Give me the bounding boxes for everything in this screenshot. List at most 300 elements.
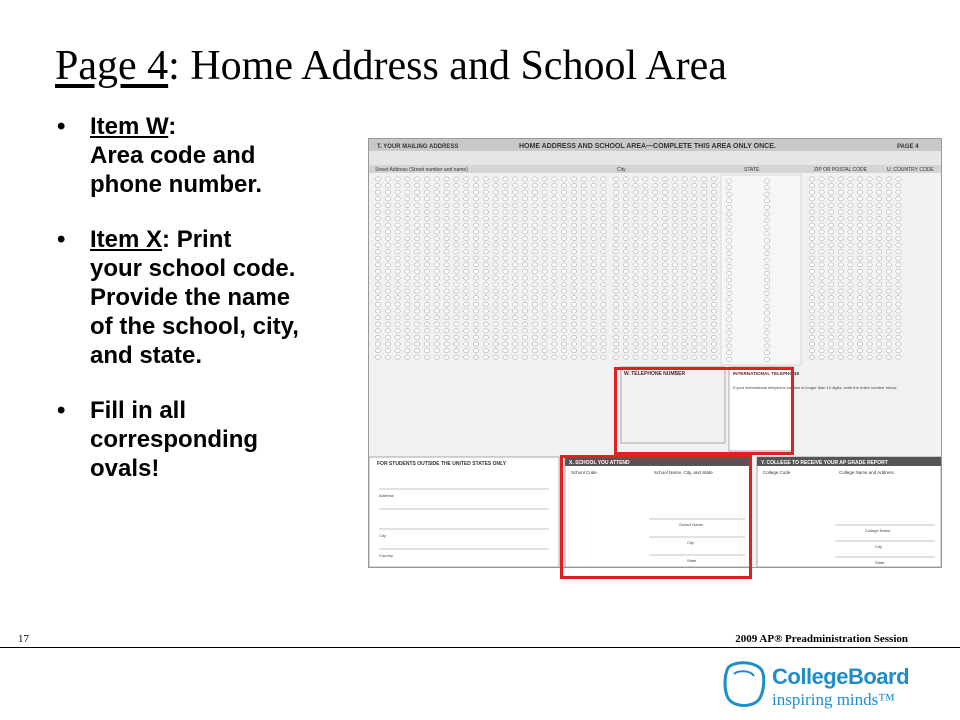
answer-bubble	[522, 216, 527, 220]
answer-bubble	[503, 289, 508, 293]
answer-bubble	[532, 335, 537, 339]
answer-bubble	[702, 309, 707, 313]
answer-bubble	[829, 197, 834, 201]
answer-bubble	[809, 190, 814, 194]
answer-bubble	[513, 263, 518, 267]
answer-bubble	[434, 315, 439, 319]
answer-bubble	[711, 223, 716, 227]
answer-bubble	[867, 335, 872, 339]
answer-bubble	[464, 256, 469, 260]
state-bubble	[764, 317, 769, 321]
answer-bubble	[522, 263, 527, 267]
answer-bubble	[877, 216, 882, 220]
answer-bubble	[454, 335, 459, 339]
answer-bubble	[653, 216, 658, 220]
answer-bubble	[711, 183, 716, 187]
answer-bubble	[672, 282, 677, 286]
answer-bubble	[581, 302, 586, 306]
answer-bubble	[562, 276, 567, 280]
answer-bubble	[819, 315, 824, 319]
answer-bubble	[662, 302, 667, 306]
answer-bubble	[424, 302, 429, 306]
answer-bubble	[405, 309, 410, 313]
answer-bubble	[848, 276, 853, 280]
answer-bubble	[522, 348, 527, 352]
answer-bubble	[464, 177, 469, 181]
answer-bubble	[385, 216, 390, 220]
answer-bubble	[857, 223, 862, 227]
answer-bubble	[643, 342, 648, 346]
answer-bubble	[838, 289, 843, 293]
answer-bubble	[877, 276, 882, 280]
answer-bubble	[653, 269, 658, 273]
answer-bubble	[464, 269, 469, 273]
answer-bubble	[562, 177, 567, 181]
answer-bubble	[829, 329, 834, 333]
answer-bubble	[562, 190, 567, 194]
answer-bubble	[613, 309, 618, 313]
answer-bubble	[653, 197, 658, 201]
answer-bubble	[613, 236, 618, 240]
answer-bubble	[444, 322, 449, 326]
answer-bubble	[633, 335, 638, 339]
answer-bubble	[692, 302, 697, 306]
answer-bubble	[522, 177, 527, 181]
answer-bubble	[848, 256, 853, 260]
answer-bubble	[581, 289, 586, 293]
answer-bubble	[867, 289, 872, 293]
answer-bubble	[405, 249, 410, 253]
answer-bubble	[454, 309, 459, 313]
answer-bubble	[896, 216, 901, 220]
answer-bubble	[682, 282, 687, 286]
answer-bubble	[672, 335, 677, 339]
answer-bubble	[819, 348, 824, 352]
answer-bubble	[692, 269, 697, 273]
answer-bubble	[848, 263, 853, 267]
answer-bubble	[809, 348, 814, 352]
answer-bubble	[711, 296, 716, 300]
answer-bubble	[562, 216, 567, 220]
answer-bubble	[571, 282, 576, 286]
answer-bubble	[493, 309, 498, 313]
answer-bubble	[682, 276, 687, 280]
answer-bubble	[395, 302, 400, 306]
answer-bubble	[662, 236, 667, 240]
answer-bubble	[613, 197, 618, 201]
answer-bubble	[682, 302, 687, 306]
answer-bubble	[643, 236, 648, 240]
answer-bubble	[848, 249, 853, 253]
answer-bubble	[643, 296, 648, 300]
answer-bubble	[522, 302, 527, 306]
answer-bubble	[662, 190, 667, 194]
answer-bubble	[405, 315, 410, 319]
answer-bubble	[702, 216, 707, 220]
answer-bubble	[581, 329, 586, 333]
answer-bubble	[877, 302, 882, 306]
answer-bubble	[633, 302, 638, 306]
answer-bubble	[601, 276, 606, 280]
answer-bubble	[857, 276, 862, 280]
answer-bubble	[483, 230, 488, 234]
answer-bubble	[522, 183, 527, 187]
answer-bubble	[623, 329, 628, 333]
state-bubble	[764, 258, 769, 262]
answer-bubble	[493, 256, 498, 260]
answer-bubble	[503, 236, 508, 240]
answer-bubble	[877, 177, 882, 181]
answer-bubble	[473, 249, 478, 253]
answer-bubble	[581, 230, 586, 234]
answer-bubble	[886, 263, 891, 267]
answer-bubble	[848, 216, 853, 220]
answer-bubble	[552, 289, 557, 293]
state-bubble	[764, 199, 769, 203]
answer-bubble	[434, 309, 439, 313]
answer-bubble	[581, 315, 586, 319]
answer-bubble	[702, 263, 707, 267]
answer-bubble	[434, 302, 439, 306]
answer-bubble	[444, 296, 449, 300]
answer-bubble	[385, 223, 390, 227]
acorn-icon	[720, 660, 768, 710]
answer-bubble	[581, 203, 586, 207]
answer-bubble	[672, 223, 677, 227]
answer-bubble	[385, 249, 390, 253]
answer-bubble	[395, 236, 400, 240]
answer-bubble	[838, 249, 843, 253]
answer-bubble	[857, 210, 862, 214]
answer-bubble	[662, 269, 667, 273]
answer-bubble	[513, 210, 518, 214]
answer-bubble	[591, 282, 596, 286]
answer-bubble	[711, 355, 716, 359]
answer-bubble	[643, 315, 648, 319]
state-bubble	[726, 212, 731, 216]
answer-bubble	[513, 342, 518, 346]
answer-bubble	[513, 282, 518, 286]
answer-bubble	[405, 197, 410, 201]
answer-bubble	[702, 276, 707, 280]
answer-bubble	[473, 190, 478, 194]
state-bubble	[764, 350, 769, 354]
answer-bubble	[809, 289, 814, 293]
answer-bubble	[877, 342, 882, 346]
answer-bubble	[662, 243, 667, 247]
answer-bubble	[405, 335, 410, 339]
answer-bubble	[424, 348, 429, 352]
answer-bubble	[542, 236, 547, 240]
answer-bubble	[613, 276, 618, 280]
answer-bubble	[643, 177, 648, 181]
answer-bubble	[434, 236, 439, 240]
answer-bubble	[483, 249, 488, 253]
answer-bubble	[857, 177, 862, 181]
answer-bubble	[434, 223, 439, 227]
answer-bubble	[464, 210, 469, 214]
answer-bubble	[405, 263, 410, 267]
school-name-label: School Name	[679, 522, 704, 527]
answer-bubble	[591, 348, 596, 352]
answer-bubble	[682, 197, 687, 201]
answer-bubble	[848, 177, 853, 181]
answer-bubble	[581, 256, 586, 260]
answer-bubble	[623, 236, 628, 240]
state-bubble	[764, 212, 769, 216]
answer-bubble	[434, 329, 439, 333]
answer-bubble	[711, 263, 716, 267]
answer-bubble	[464, 203, 469, 207]
answer-bubble	[464, 243, 469, 247]
answer-bubble	[692, 348, 697, 352]
answer-bubble	[385, 230, 390, 234]
answer-bubble	[483, 282, 488, 286]
answer-bubble	[513, 269, 518, 273]
answer-bubble	[503, 348, 508, 352]
answer-bubble	[513, 197, 518, 201]
answer-bubble	[483, 309, 488, 313]
answer-bubble	[809, 210, 814, 214]
answer-bubble	[552, 309, 557, 313]
answer-bubble	[819, 249, 824, 253]
answer-bubble	[633, 296, 638, 300]
answer-bubble	[385, 335, 390, 339]
answer-bubble	[522, 282, 527, 286]
answer-bubble	[809, 309, 814, 313]
answer-bubble	[692, 177, 697, 181]
answer-bubble	[415, 269, 420, 273]
answer-bubble	[375, 322, 380, 326]
answer-bubble	[395, 335, 400, 339]
answer-bubble	[405, 236, 410, 240]
answer-bubble	[513, 276, 518, 280]
answer-bubble	[692, 355, 697, 359]
answer-bubble	[385, 329, 390, 333]
answer-bubble	[653, 335, 658, 339]
answer-bubble	[473, 282, 478, 286]
bullet-text: Fill in all corresponding ovals!	[90, 397, 259, 482]
answer-bubble	[662, 177, 667, 181]
answer-bubble	[886, 355, 891, 359]
answer-bubble	[424, 210, 429, 214]
answer-bubble	[613, 256, 618, 260]
answer-bubble	[662, 223, 667, 227]
answer-bubble	[375, 348, 380, 352]
answer-bubble	[838, 282, 843, 286]
answer-bubble	[571, 309, 576, 313]
answer-bubble	[562, 230, 567, 234]
answer-bubble	[829, 342, 834, 346]
answer-bubble	[886, 335, 891, 339]
answer-bubble	[819, 322, 824, 326]
answer-bubble	[434, 216, 439, 220]
answer-bubble	[886, 315, 891, 319]
answer-bubble	[711, 342, 716, 346]
answer-bubble	[513, 216, 518, 220]
answer-bubble	[623, 342, 628, 346]
answer-bubble	[415, 276, 420, 280]
answer-bubble	[483, 342, 488, 346]
answer-bubble	[601, 302, 606, 306]
answer-bubble	[857, 216, 862, 220]
answer-bubble	[493, 183, 498, 187]
answer-bubble	[483, 190, 488, 194]
answer-bubble	[601, 256, 606, 260]
answer-bubble	[848, 223, 853, 227]
answer-bubble	[896, 342, 901, 346]
answer-bubble	[838, 256, 843, 260]
answer-bubble	[692, 263, 697, 267]
answer-bubble	[848, 348, 853, 352]
answer-bubble	[838, 335, 843, 339]
answer-bubble	[405, 183, 410, 187]
answer-bubble	[857, 348, 862, 352]
answer-bubble	[395, 329, 400, 333]
answer-bubble	[532, 296, 537, 300]
answer-bubble	[571, 315, 576, 319]
answer-bubble	[503, 256, 508, 260]
bullet-item-fill	[55, 396, 355, 483]
answer-bubble	[473, 322, 478, 326]
answer-bubble	[503, 302, 508, 306]
answer-bubble	[838, 315, 843, 319]
answer-bubble	[424, 269, 429, 273]
answer-bubble	[829, 249, 834, 253]
answer-bubble	[692, 197, 697, 201]
answer-bubble	[623, 322, 628, 326]
answer-bubble	[623, 309, 628, 313]
answer-bubble	[503, 203, 508, 207]
answer-bubble	[424, 216, 429, 220]
answer-bubble	[702, 335, 707, 339]
state-bubble	[764, 185, 769, 189]
answer-bubble	[415, 309, 420, 313]
answer-bubble	[633, 236, 638, 240]
answer-bubble	[483, 197, 488, 201]
answer-bubble	[513, 315, 518, 319]
answer-bubble	[613, 177, 618, 181]
answer-bubble	[662, 342, 667, 346]
answer-bubble	[896, 236, 901, 240]
answer-bubble	[375, 203, 380, 207]
answer-bubble	[415, 342, 420, 346]
answer-bubble	[601, 269, 606, 273]
answer-bubble	[464, 197, 469, 201]
answer-bubble	[643, 302, 648, 306]
answer-bubble	[434, 183, 439, 187]
answer-bubble	[415, 348, 420, 352]
title-rest: : Home Address and School Area	[168, 43, 727, 89]
answer-bubble	[395, 190, 400, 194]
answer-bubble	[819, 236, 824, 240]
college-code-label: College Code	[763, 470, 791, 475]
answer-bubble	[702, 296, 707, 300]
answer-bubble	[415, 329, 420, 333]
answer-bubble	[405, 243, 410, 247]
answer-bubble	[424, 190, 429, 194]
answer-bubble	[711, 335, 716, 339]
state-bubble	[726, 357, 731, 361]
logo-name: CollegeBoard	[772, 664, 910, 689]
answer-bubble	[385, 243, 390, 247]
answer-bubble	[838, 183, 843, 187]
answer-bubble	[672, 210, 677, 214]
answer-bubble	[613, 329, 618, 333]
answer-bubble	[385, 302, 390, 306]
answer-bubble	[857, 236, 862, 240]
answer-bubble	[542, 309, 547, 313]
answer-bubble	[464, 249, 469, 253]
answer-bubble	[809, 329, 814, 333]
answer-bubble	[444, 256, 449, 260]
answer-bubble	[444, 216, 449, 220]
state-bubble	[726, 251, 731, 255]
state-bubble	[764, 344, 769, 348]
answer-bubble	[483, 269, 488, 273]
answer-bubble	[415, 183, 420, 187]
answer-bubble	[454, 210, 459, 214]
answer-bubble	[653, 282, 658, 286]
answer-bubble	[552, 342, 557, 346]
answer-bubble	[623, 315, 628, 319]
answer-bubble	[857, 289, 862, 293]
answer-bubble	[591, 315, 596, 319]
answer-bubble	[503, 197, 508, 201]
answer-bubble	[623, 177, 628, 181]
state-bubble	[764, 291, 769, 295]
answer-bubble	[643, 289, 648, 293]
answer-bubble	[896, 348, 901, 352]
answer-bubble	[623, 296, 628, 300]
answer-bubble	[867, 236, 872, 240]
answer-bubble	[633, 348, 638, 352]
answer-bubble	[532, 197, 537, 201]
answer-bubble	[473, 216, 478, 220]
answer-bubble	[682, 269, 687, 273]
answer-bubble	[702, 289, 707, 293]
answer-bubble	[375, 177, 380, 181]
answer-bubble	[819, 243, 824, 247]
answer-bubble	[493, 249, 498, 253]
answer-bubble	[375, 309, 380, 313]
answer-bubble	[483, 243, 488, 247]
answer-bubble	[829, 315, 834, 319]
section-t-label: T. YOUR MAILING ADDRESS	[377, 144, 459, 150]
answer-bubble	[711, 289, 716, 293]
answer-bubble	[444, 177, 449, 181]
answer-bubble	[653, 177, 658, 181]
answer-bubble	[896, 183, 901, 187]
answer-bubble	[672, 276, 677, 280]
answer-bubble	[877, 197, 882, 201]
college-city-label: City	[875, 544, 882, 549]
answer-bubble	[896, 322, 901, 326]
answer-bubble	[542, 243, 547, 247]
answer-bubble	[581, 348, 586, 352]
answer-bubble	[711, 197, 716, 201]
answer-bubble	[434, 190, 439, 194]
answer-bubble	[424, 230, 429, 234]
answer-bubble	[672, 322, 677, 326]
answer-bubble	[601, 236, 606, 240]
answer-bubble	[483, 263, 488, 267]
answer-bubble	[415, 256, 420, 260]
answer-bubble	[819, 216, 824, 220]
answer-bubble	[848, 302, 853, 306]
answer-bubble	[613, 249, 618, 253]
answer-bubble	[552, 230, 557, 234]
